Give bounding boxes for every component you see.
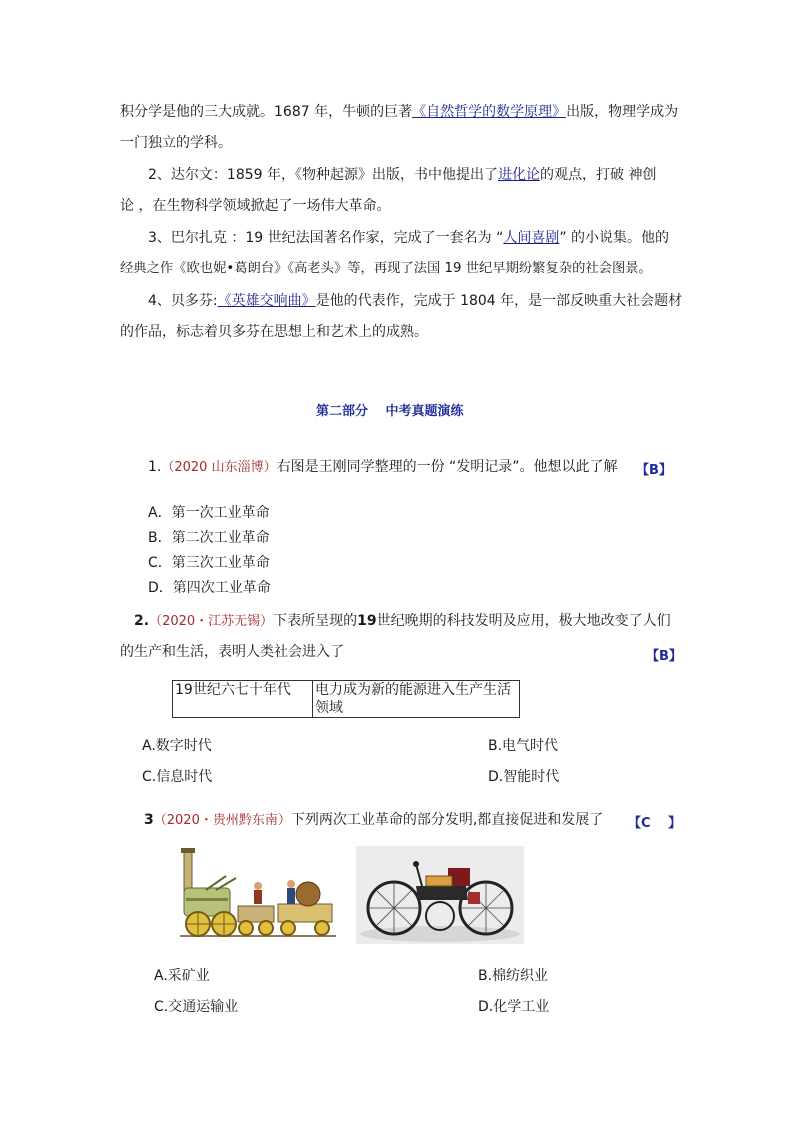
question-2-answer: 【B】 [646,649,682,664]
table-cell: 19世纪六七十年代 [173,681,313,718]
q1-option-c: C．第三次工业革命 [148,555,270,571]
balzac-line-2: 经典之作《欧也妮•葛朗台》《高老头》等，再现了法国 19 世纪早期纷繁复杂的社会图景。 [120,261,652,276]
early-automobile-image [356,846,524,944]
q3-option-c: C.交通运输业 [154,999,239,1015]
question-2-table [172,680,520,718]
newton-book-link[interactable]: 《自然哲学的数学原理》 [412,104,567,120]
section-title: 第二部分 中考真题演练 [316,404,464,419]
q2-option-b: B.电气时代 [488,738,559,754]
darwin-line-1: 2、达尔文：1859 年，《物种起源》出版，书中他提出了进化论的观点，打破 神创 [148,167,657,183]
table-row [173,681,520,718]
question-1-stem: 1.（2020 山东淄博）右图是王刚同学整理的一份 “发明记录”。他想以此了解 [148,459,618,475]
question-source: （2020 山东淄博） [161,460,277,475]
beethoven-line-2: 的作品，标志着贝多芬在思想上和艺术上的成熟。 [120,324,428,340]
question-source: （2020・贵州黔东南） [153,813,291,828]
q3-option-d: D.化学工业 [478,999,550,1015]
question-3-answer: 【C 】 [628,816,682,831]
q1-option-d: D．第四次工业革命 [148,580,271,596]
darwin-line-2: 论 ，在生物科学领域掀起了一场伟大革命。 [120,198,391,214]
q1-option-b: B．第二次工业革命 [148,530,270,546]
question-3-stem: 3（2020・贵州黔东南）下列两次工业革命的部分发明,都直接促进和发展了 [144,812,604,828]
newton-line-2: 一门独立的学科。 [120,135,232,151]
beethoven-line-1: 4、贝多芬:《英雄交响曲》是他的代表作，完成于 1804 年，是一部反映重大社会题材 [148,293,683,309]
q2-option-c: C.信息时代 [142,769,213,785]
q1-option-a: A．第一次工业革命 [148,505,270,521]
question-source: （2020・江苏无锡） [149,614,274,629]
q3-option-b: B.棉纺织业 [478,968,549,984]
eroica-link[interactable]: 《英雄交响曲》 [217,293,316,309]
q2-option-d: D.智能时代 [488,769,560,785]
table-cell: 电力成为新的能源进入生产生活领域 [313,681,520,718]
newton-line-1: 积分学是他的三大成就。1687 年，牛顿的巨著《自然哲学的数学原理》出版，物理学成为 [120,104,679,120]
question-2-stem: 2.（2020・江苏无锡）下表所呈现的19世纪晚期的科技发明及应用，极大地改变了人们 [134,613,671,629]
question-1-answer: 【B】 [636,463,672,478]
q3-option-a: A.采矿业 [154,968,210,984]
human-comedy-link[interactable]: 人间喜剧 [503,230,560,246]
balzac-line-1: 3、巴尔扎克 ：19 世纪法国著名作家，完成了一套名为 “人间喜剧” 的小说集。他的 [148,230,670,246]
steam-locomotive-image [176,846,340,944]
q2-option-a: A.数字时代 [142,738,212,754]
evolution-link[interactable]: 进化论 [498,167,540,183]
question-2-stem-line-2: 的生产和生活，表明人类社会进入了 [120,644,344,660]
